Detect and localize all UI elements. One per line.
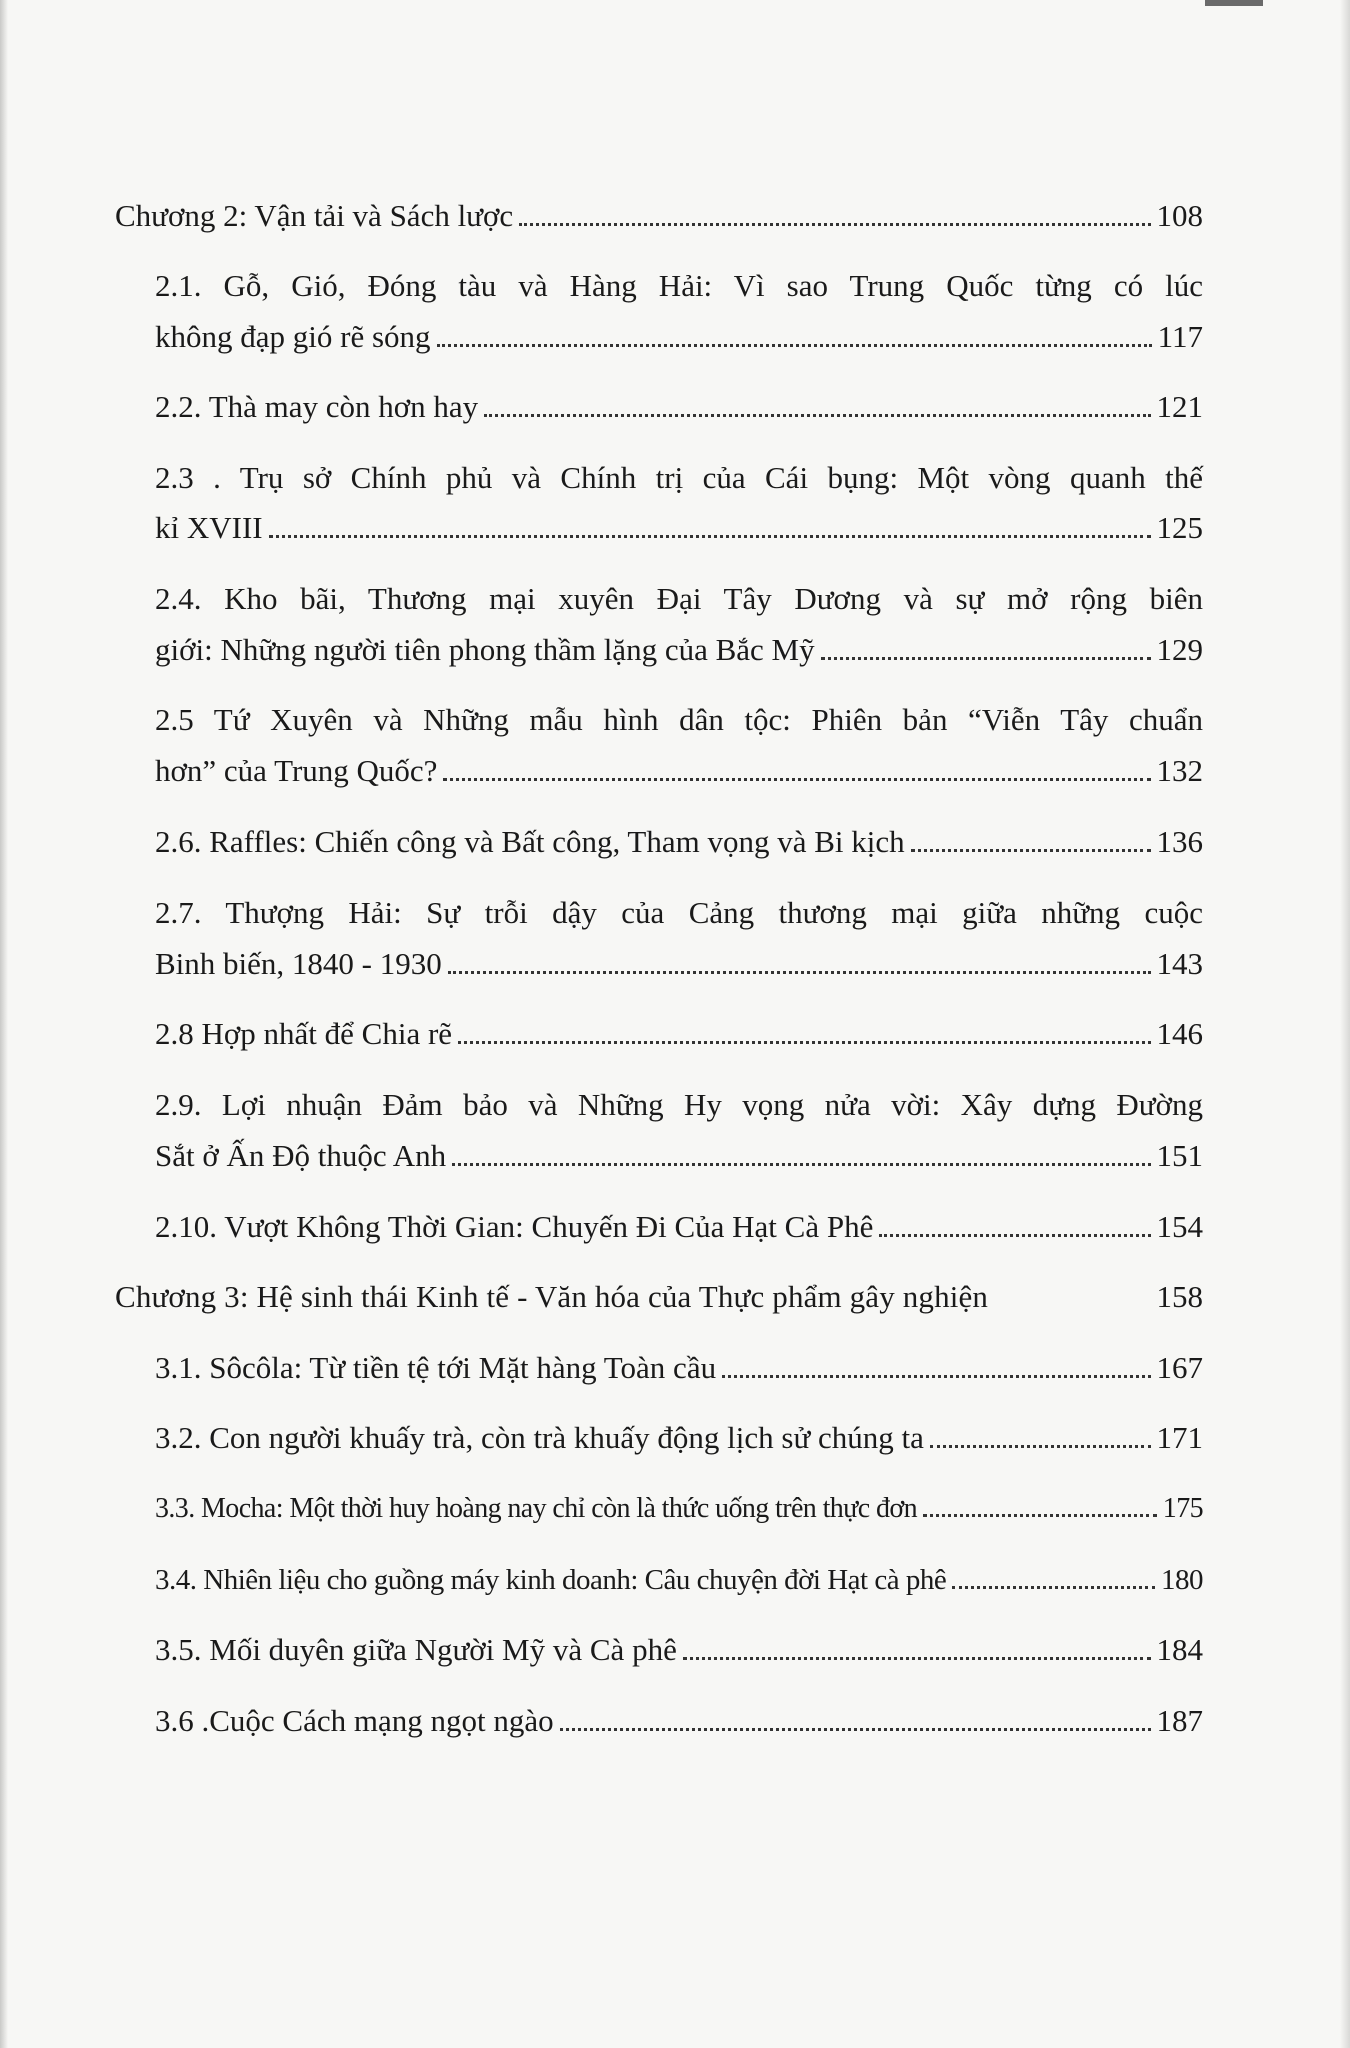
toc-entry-page: 125	[1156, 510, 1203, 545]
dot-leader	[458, 1041, 1150, 1044]
dot-leader	[879, 1234, 1150, 1237]
toc-entry-page: 151	[1156, 1138, 1203, 1173]
toc-entry-2-5-line-1[interactable]	[155, 700, 1203, 740]
toc-entry-title: 2.2. Thà may còn hơn hay	[155, 389, 479, 424]
toc-entry-page: 167	[1156, 1350, 1203, 1385]
dot-leader	[443, 778, 1150, 781]
toc-entry-title: 2.7. Thượng Hải: Sự trỗi dậy của Cảng thương mại giữa những cuộc	[155, 895, 1203, 930]
toc-entry-page: 154	[1156, 1209, 1203, 1244]
toc-entry-title: 2.10. Vượt Không Thời Gian: Chuyến Đi Của Hạt Cà Phê	[155, 1209, 874, 1244]
dot-leader	[269, 535, 1151, 538]
dot-leader	[437, 344, 1152, 347]
toc-entry-2-1-line-1[interactable]	[155, 266, 1203, 306]
toc-entry-2-9-line-1[interactable]	[155, 1085, 1203, 1125]
toc-entry-page: 121	[1156, 389, 1203, 424]
toc-entry-3-1[interactable]	[155, 1348, 1203, 1388]
toc-entry-3-2[interactable]	[155, 1418, 1203, 1458]
dot-leader	[560, 1728, 1151, 1731]
toc-entry-page: 171	[1156, 1420, 1203, 1455]
toc-entry-2-5-line-2[interactable]	[155, 751, 1203, 791]
dot-leader	[683, 1657, 1151, 1660]
toc-entry-2-2[interactable]	[155, 387, 1203, 427]
toc-entry-title-cont: kỉ XVIII	[155, 510, 263, 545]
toc-entry-title: 3.4. Nhiên liệu cho guồng máy kinh doanh: Câu chuyện đời Hạt cà phê	[155, 1564, 947, 1596]
toc-entry-title: 2.1. Gỗ, Gió, Đóng tàu và Hàng Hải: Vì sao Trung Quốc từng có lúc	[155, 268, 1203, 303]
toc-entry-2-7-line-2[interactable]	[155, 944, 1203, 984]
dot-leader	[821, 657, 1151, 660]
toc-entry-2-3-line-1[interactable]	[155, 458, 1203, 498]
toc-entry-page: 187	[1156, 1703, 1203, 1738]
toc-entry-title: 2.5 Tứ Xuyên và Những mẫu hình dân tộc: Phiên bản “Viễn Tây chuẩn	[155, 702, 1203, 737]
toc-entry-title: 2.6. Raffles: Chiến công và Bất công, Tham vọng và Bi kịch	[155, 824, 905, 859]
toc-entry-chapter-3[interactable]	[115, 1277, 1203, 1317]
toc-entry-title: Chương 3: Hệ sinh thái Kinh tế - Văn hóa của Thực phẩm gây nghiện	[115, 1279, 989, 1314]
toc-entry-title-cont: Sắt ở Ấn Độ thuộc Anh	[155, 1138, 447, 1173]
dot-leader	[519, 223, 1150, 226]
toc-entry-page: 175	[1162, 1493, 1203, 1524]
toc-entry-title-cont: hơn” của Trung Quốc?	[155, 753, 438, 788]
toc-entry-page: 146	[1156, 1016, 1203, 1051]
toc-entry-title: 3.5. Mối duyên giữa Người Mỹ và Cà phê	[155, 1632, 677, 1667]
toc-entry-title: Chương 2: Vận tải và Sách lược	[115, 198, 514, 233]
toc-entry-page: 184	[1156, 1632, 1203, 1667]
toc-entry-title: 3.1. Sôcôla: Từ tiền tệ tới Mặt hàng Toàn cầu	[155, 1350, 717, 1385]
toc-entry-title: 3.2. Con người khuấy trà, còn trà khuấy động lịch sử chúng ta	[155, 1420, 924, 1455]
dot-leader	[911, 849, 1151, 852]
toc-entry-3-4[interactable]	[155, 1560, 1203, 1600]
toc-entry-title: 3.3. Mocha: Một thời huy hoàng nay chỉ còn là thức uống trên thực đơn	[155, 1493, 917, 1524]
toc-entry-2-8[interactable]	[155, 1014, 1203, 1054]
toc-entry-title-cont: Binh biến, 1840 - 1930	[155, 946, 442, 981]
toc-entry-page: 136	[1156, 824, 1203, 859]
toc-entry-page: 132	[1156, 753, 1203, 788]
dot-leader	[452, 1163, 1150, 1166]
dot-leader	[923, 1514, 1157, 1517]
toc-entry-chapter-2[interactable]	[115, 196, 1203, 236]
dot-leader	[448, 971, 1151, 974]
toc-entry-page: 143	[1156, 946, 1203, 981]
dot-leader	[930, 1445, 1151, 1448]
toc-entry-2-3-line-2[interactable]	[155, 508, 1203, 548]
toc-entry-2-7-line-1[interactable]	[155, 893, 1203, 933]
toc-entry-page: 180	[1161, 1564, 1203, 1596]
toc-entry-title-cont: không đạp gió rẽ sóng	[155, 319, 431, 354]
dot-leader	[952, 1586, 1155, 1589]
toc-entry-3-6[interactable]	[155, 1701, 1203, 1741]
toc-entry-page: 158	[1156, 1279, 1203, 1314]
toc-entry-2-1-line-2[interactable]	[155, 317, 1203, 357]
toc-entry-title-cont: giới: Những người tiên phong thầm lặng của Bắc Mỹ	[155, 632, 815, 667]
toc-entry-2-10[interactable]	[155, 1207, 1203, 1247]
dot-leader	[484, 414, 1150, 417]
toc-entry-page: 129	[1156, 632, 1203, 667]
toc-entry-2-6[interactable]	[155, 822, 1203, 862]
toc-entry-title: 2.9. Lợi nhuận Đảm bảo và Những Hy vọng nửa vời: Xây dựng Đường	[155, 1087, 1203, 1122]
toc-entry-2-4-line-1[interactable]	[155, 579, 1203, 619]
toc-entry-3-5[interactable]	[155, 1630, 1203, 1670]
toc-entry-title: 2.3 . Trụ sở Chính phủ và Chính trị của Cái bụng: Một vòng quanh thế	[155, 460, 1203, 495]
dot-leader	[722, 1375, 1150, 1378]
toc-entry-page: 108	[1156, 198, 1203, 233]
toc-entry-2-9-line-2[interactable]	[155, 1136, 1203, 1176]
toc-entry-3-3[interactable]	[155, 1489, 1203, 1529]
toc-entry-2-4-line-2[interactable]	[155, 630, 1203, 670]
toc-entry-title: 2.8 Hợp nhất để Chia rẽ	[155, 1016, 453, 1051]
toc-entry-title: 2.4. Kho bãi, Thương mại xuyên Đại Tây Dương và sự mở rộng biên	[155, 581, 1203, 616]
toc-entry-page: 117	[1157, 319, 1203, 354]
toc-entry-title: 3.6 .Cuộc Cách mạng ngọt ngào	[155, 1703, 554, 1738]
